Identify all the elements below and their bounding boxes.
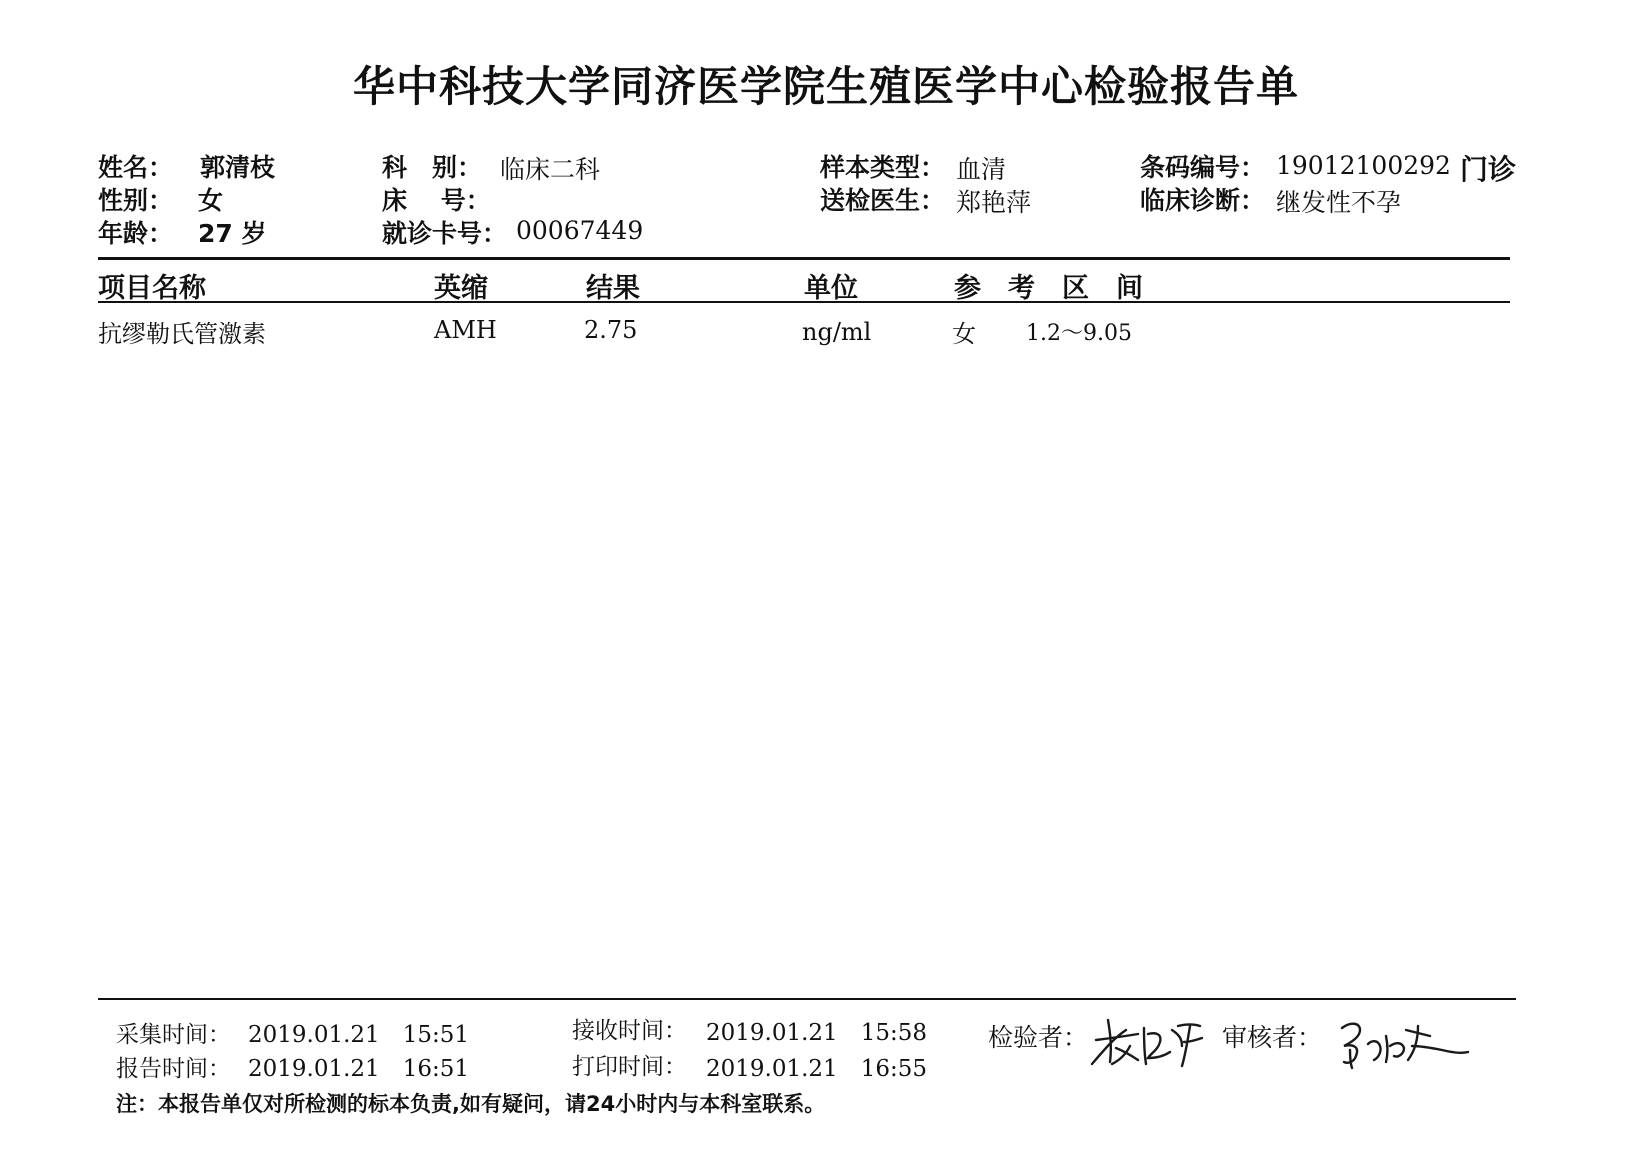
visit-type: 门诊: [1460, 153, 1517, 186]
receive-time-label: 接收时间：: [572, 1018, 687, 1044]
sample-type: 血清: [956, 155, 1007, 184]
patient-card: 00067449: [516, 216, 644, 245]
doctor-name: 郑艳萍: [956, 188, 1032, 217]
report-title: 华中科技大学同济医学院生殖医学中心检验报告单: [352, 62, 1299, 111]
collect-time: 2019.01.21 15:51: [248, 1022, 469, 1048]
dept-label: 科 别：: [382, 153, 483, 182]
col-header-result: 结果: [586, 273, 640, 304]
patient-name: 郭清枝: [200, 153, 276, 182]
reviewer-signature: [1334, 1016, 1474, 1072]
table-top-rule: [98, 257, 1510, 260]
bed-label: 床 号：: [382, 186, 491, 215]
patient-dept: 临床二科: [500, 155, 601, 184]
tester-label: 检验者：: [988, 1023, 1089, 1052]
patient-age: 27 岁: [198, 219, 267, 248]
print-time-label: 打印时间：: [572, 1054, 687, 1080]
row-ref-range: 1.2～9.05: [1026, 321, 1132, 346]
reviewer-label: 审核者：: [1222, 1023, 1323, 1052]
card-label: 就诊卡号：: [382, 219, 508, 248]
row-abbr: AMH: [434, 316, 497, 344]
report-time-label: 报告时间：: [116, 1056, 231, 1082]
report-time: 2019.01.21 16:51: [248, 1056, 469, 1082]
row-ref-sex: 女: [952, 320, 976, 348]
diagnosis-label: 临床诊断：: [1140, 186, 1266, 215]
sample-label: 样本类型：: [820, 153, 946, 182]
col-header-ref: 参 考 区 间: [954, 273, 1143, 304]
sex-label: 性别：: [98, 186, 174, 215]
collect-time-label: 采集时间：: [116, 1022, 231, 1048]
row-unit: ng/ml: [802, 318, 872, 346]
diagnosis-value: 继发性不孕: [1276, 188, 1402, 217]
col-header-item: 项目名称: [98, 273, 206, 304]
doctor-label: 送检医生：: [820, 186, 946, 215]
col-header-unit: 单位: [804, 273, 858, 304]
age-label: 年龄：: [98, 219, 174, 248]
footer-note: 注：本报告单仅对所检测的标本负责,如有疑问，请24小时内与本科室联系。: [116, 1092, 826, 1116]
tester-signature: [1086, 1012, 1208, 1072]
col-header-abbr: 英缩: [434, 273, 488, 304]
patient-sex: 女: [198, 186, 224, 215]
receive-time: 2019.01.21 15:58: [706, 1020, 927, 1046]
print-time: 2019.01.21 16:55: [706, 1056, 927, 1082]
footer-rule: [98, 998, 1516, 1000]
barcode-value: 19012100292: [1276, 151, 1451, 180]
barcode-label: 条码编号：: [1140, 153, 1266, 182]
row-result: 2.75: [584, 316, 638, 344]
name-label: 姓名：: [98, 153, 174, 182]
row-item: 抗缪勒氏管激素: [98, 320, 266, 348]
